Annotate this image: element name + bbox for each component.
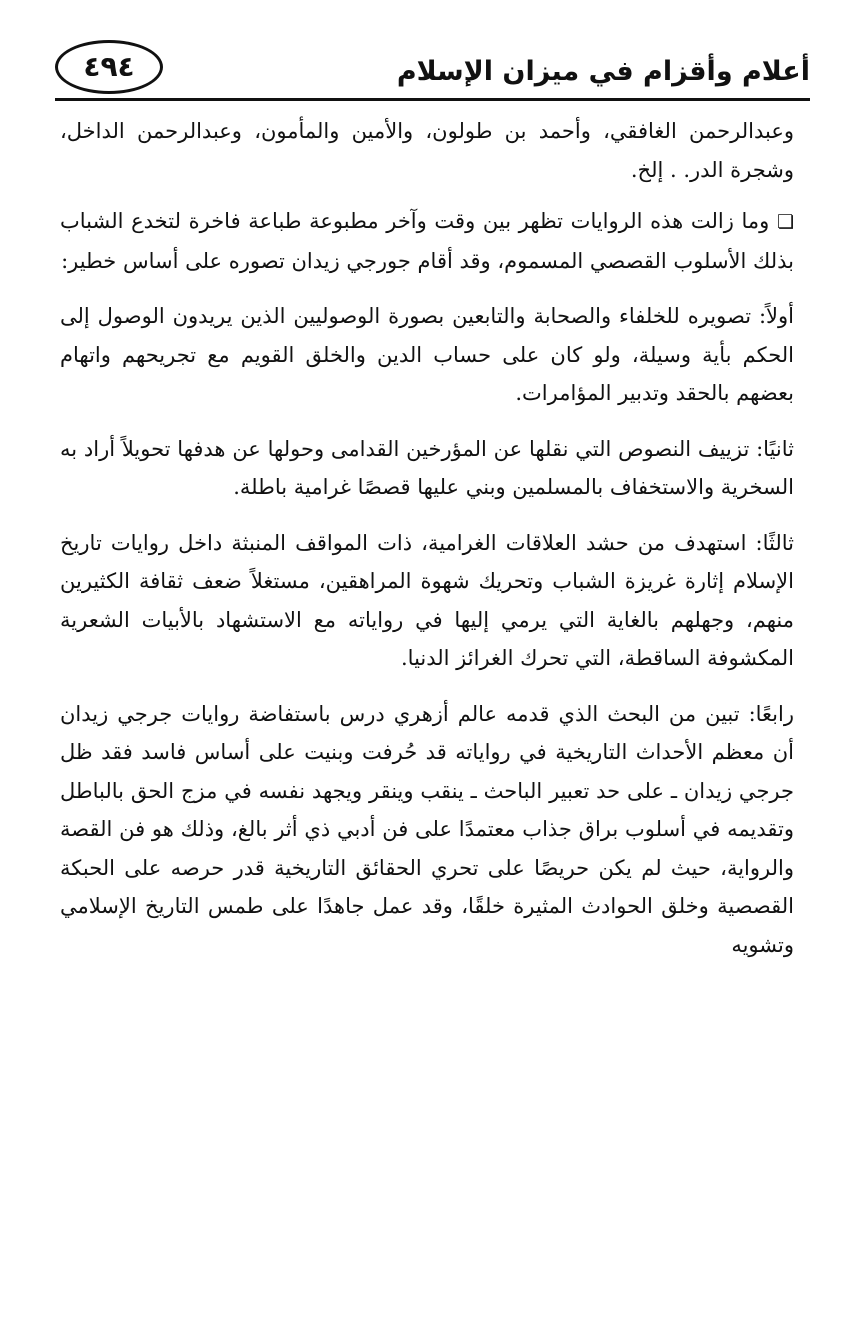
paragraph-1: [60, 112, 794, 189]
paragraph-4: [60, 430, 794, 507]
paragraph-3: [60, 297, 794, 413]
page-number: ٤٩٤: [55, 40, 163, 94]
paragraph-1-text: وعبدالرحمن الغافقي، وأحمد بن طولون، والأمين والمأمون، وعبدالرحمن الداخل، وشجرة الدر. . إلخ.: [60, 119, 794, 182]
body-text: [60, 112, 794, 981]
paragraph-6: [60, 695, 794, 965]
paragraph-4-text: ثانيًا: تزييف النصوص التي نقلها عن المؤرخين القدامى وحولها عن هدفها تحويلاً أراد به السخرية والاستخفاف بالمسلمين وبني عليها قصصًا غرامية باطلة.: [60, 436, 794, 499]
paragraph-5-text: ثالثًا: استهدف من حشد العلاقات الغرامية، ذات المواقف المنبثة داخل روايات تاريخ الإسلام إثارة غريزة الشباب وتحريك شهوة المراهقين، مستغلاً ضعف ثقافة الكثيرين منهم، وجهلهم بالغاية التي يرمي إليها في رواياته مع الاستشهاد بالأبيات الشعرية المكشوفة الساقطة، التي تحرك الغرائز الدنيا.: [60, 530, 794, 670]
paragraph-6-text: رابعًا: تبين من البحث الذي قدمه عالم أزهري درس باستفاضة روايات جرجي زيدان أن معظم الأحداث التاريخية في رواياته قد حُرفت وبنيت على أساس فاسد فقد ظل جرجي زيدان ـ على حد تعبير الباحث ـ ينقب وينقر ويجهد نفسه في مزج الحق بالباطل وتقديمه في أسلوب براق جذاب معتمدًا على فن أدبي ذي أثر بالغ، وذلك هو فن القصة والرواية، حيث لم يكن حريصًا على تحري الحقائق التاريخية قدر حرصه على الحبكة القصصية وخلق الحوادث المثيرة خلقًا، وقد عمل جاهدًا على طمس التاريخ الإسلامي وتشويه: [60, 701, 794, 957]
paragraph-3-text: أولاً: تصويره للخلفاء والصحابة والتابعين بصورة الوصوليين الذين يريدون الوصول إلى الحكم بأية وسيلة، ولو كان على حساب الدين والخلق القويم مع تجريحهم واتهام بعضهم بالحقد وتدبير المؤامرات.: [60, 304, 794, 405]
header-rule: [55, 98, 810, 101]
box-bullet-icon: ❏: [776, 211, 794, 233]
paragraph-2: [60, 202, 794, 280]
paragraph-5: [60, 524, 794, 678]
running-title: أعلام وأقزام في ميزان الإسلام: [396, 56, 810, 87]
paragraph-2-text: وما زالت هذه الروايات تظهر بين وقت وآخر مطبوعة طباعة فاخرة لتخدع الشباب بذلك الأسلوب القصصي المسموم، وقد أقام جورجي زيدان تصوره على أساس خطير:: [60, 209, 794, 273]
